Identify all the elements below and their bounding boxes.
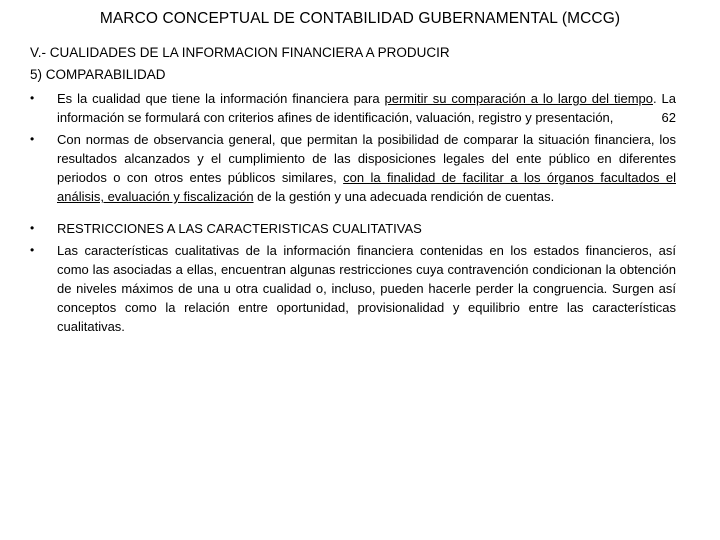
section-heading: V.- CUALIDADES DE LA INFORMACION FINANCIERA A PRODUCIR bbox=[30, 45, 450, 60]
bullet-icon: • bbox=[30, 243, 35, 257]
underlined-text: permitir su comparación a lo largo del tiempo bbox=[384, 91, 653, 106]
spacer bbox=[30, 206, 676, 219]
bullet-item-definition bbox=[30, 89, 676, 127]
bullet-item-norms bbox=[30, 130, 676, 206]
bullet-list bbox=[30, 89, 676, 336]
underlined-text: con la finalidad de facilitar a los órganos facultados el análisis, evaluación y fiscalización bbox=[57, 170, 676, 204]
page-title: MARCO CONCEPTUAL DE CONTABILIDAD GUBERNAMENTAL (MCCG) bbox=[99, 10, 621, 27]
bullet-icon: • bbox=[30, 91, 35, 105]
bullet-item-restrictions-text bbox=[30, 241, 676, 336]
bullet-item-restrictions-heading bbox=[30, 219, 676, 238]
bullet-text bbox=[57, 89, 676, 127]
bullet-icon: • bbox=[30, 221, 35, 235]
bullet-text bbox=[57, 130, 676, 206]
bullet-text-part: . La información se formulará con criterios afines de identificación, valuación, registro y presentación, bbox=[57, 91, 676, 125]
bullet-icon: • bbox=[30, 132, 35, 146]
bullet-text-part: Con normas de observancia general, que permitan la posibilidad de comparar la situación financiera, los resultados alcanzados y el cumplimiento de las disposiciones legales del ente público en diferentes periodos o con otros entes públicos similares, bbox=[57, 132, 676, 185]
subsection-heading: 5) COMPARABILIDAD bbox=[30, 67, 166, 82]
bullet-text: RESTRICCIONES A LAS CARACTERISTICAS CUALITATIVAS bbox=[57, 221, 422, 236]
bullet-text: Las características cualitativas de la información financiera contenidas en los estados financieros, así como las asociadas a ellas, encuentran algunas restricciones cuya contravención condicionan la obtención de niveles máximos de una u otra cualidad o, incluso, pueden hacerle perder la congruencia. Surgen así conceptos como la relación entre oportunidad, provisionalidad y equilibrio entre las características cualitativas. bbox=[57, 243, 676, 334]
bullet-text-part: Es la cualidad que tiene la información financiera para bbox=[57, 91, 385, 106]
page-number: 62 bbox=[661, 110, 676, 125]
bullet-text-part: de la gestión y una adecuada rendición de cuentas. bbox=[253, 189, 555, 204]
